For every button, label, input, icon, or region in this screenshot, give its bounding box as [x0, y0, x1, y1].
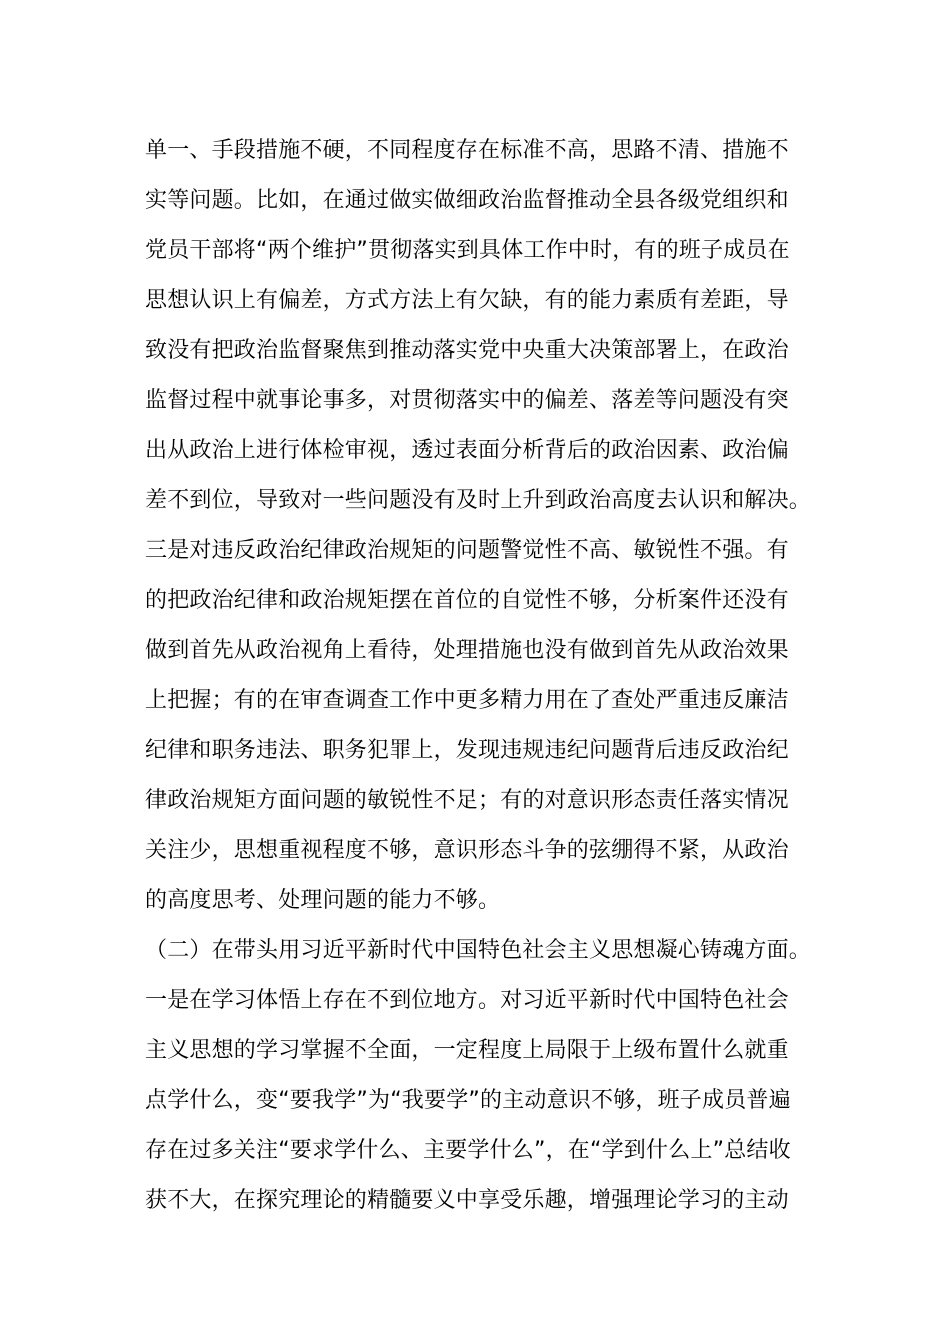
text-line: 关注少，思想重视程度不够，意识形态斗争的弦绷得不紧，从政治	[145, 838, 789, 863]
text-line: 实等问题。比如，在通过做实做细政治监督推动全县各级党组织和	[145, 188, 789, 213]
text-line: 致没有把政治监督聚焦到推动落实党中央重大决策部署上，在政治	[145, 338, 789, 363]
text-line: 思想认识上有偏差，方式方法上有欠缺，有的能力素质有差距，导	[145, 288, 789, 313]
text-line: 做到首先从政治视角上看待，处理措施也没有做到首先从政治效果	[145, 638, 789, 663]
text-line: 差不到位，导致对一些问题没有及时上升到政治高度去认识和解决。	[145, 488, 812, 513]
text-line: 的把政治纪律和政治规矩摆在首位的自觉性不够，分析案件还没有	[145, 588, 789, 613]
document-body	[145, 126, 835, 1226]
text-line: 党员干部将“两个维护”贯彻落实到具体工作中时，有的班子成员在	[145, 238, 790, 263]
text-line: 单一、手段措施不硬，不同程度存在标准不高，思路不清、措施不	[145, 138, 789, 163]
text-line: 主义思想的学习掌握不全面，一定程度上局限于上级布置什么就重	[145, 1038, 789, 1063]
section-heading: （二）在带头用习近平新时代中国特色社会主义思想凝心铸魂方面。	[145, 938, 812, 963]
text-line: 一是在学习体悟上存在不到位地方。对习近平新时代中国特色社会	[145, 988, 789, 1013]
text-line: 出从政治上进行体检审视，透过表面分析背后的政治因素、政治偏	[145, 438, 789, 463]
text-line: 点学什么，变“要我学”为“我要学”的主动意识不够，班子成员普遍	[145, 1088, 791, 1113]
text-line: 监督过程中就事论事多，对贯彻落实中的偏差、落差等问题没有突	[145, 388, 789, 413]
text-line: 存在过多关注“要求学什么、主要学什么”，在“学到什么上”总结收	[145, 1138, 791, 1163]
text-line: 上把握；有的在审查调查工作中更多精力用在了查处严重违反廉洁	[145, 688, 789, 713]
text-line: 的高度思考、处理问题的能力不够。	[145, 888, 501, 913]
text-line: 律政治规矩方面问题的敏锐性不足；有的对意识形态责任落实情况	[145, 788, 789, 813]
text-line: 三是对违反政治纪律政治规矩的问题警觉性不高、敏锐性不强。有	[145, 538, 789, 563]
text-line: 获不大，在探究理论的精髓要义中享受乐趣，增强理论学习的主动	[145, 1188, 789, 1213]
text-line: 纪律和职务违法、职务犯罪上，发现违规违纪问题背后违反政治纪	[145, 738, 789, 763]
